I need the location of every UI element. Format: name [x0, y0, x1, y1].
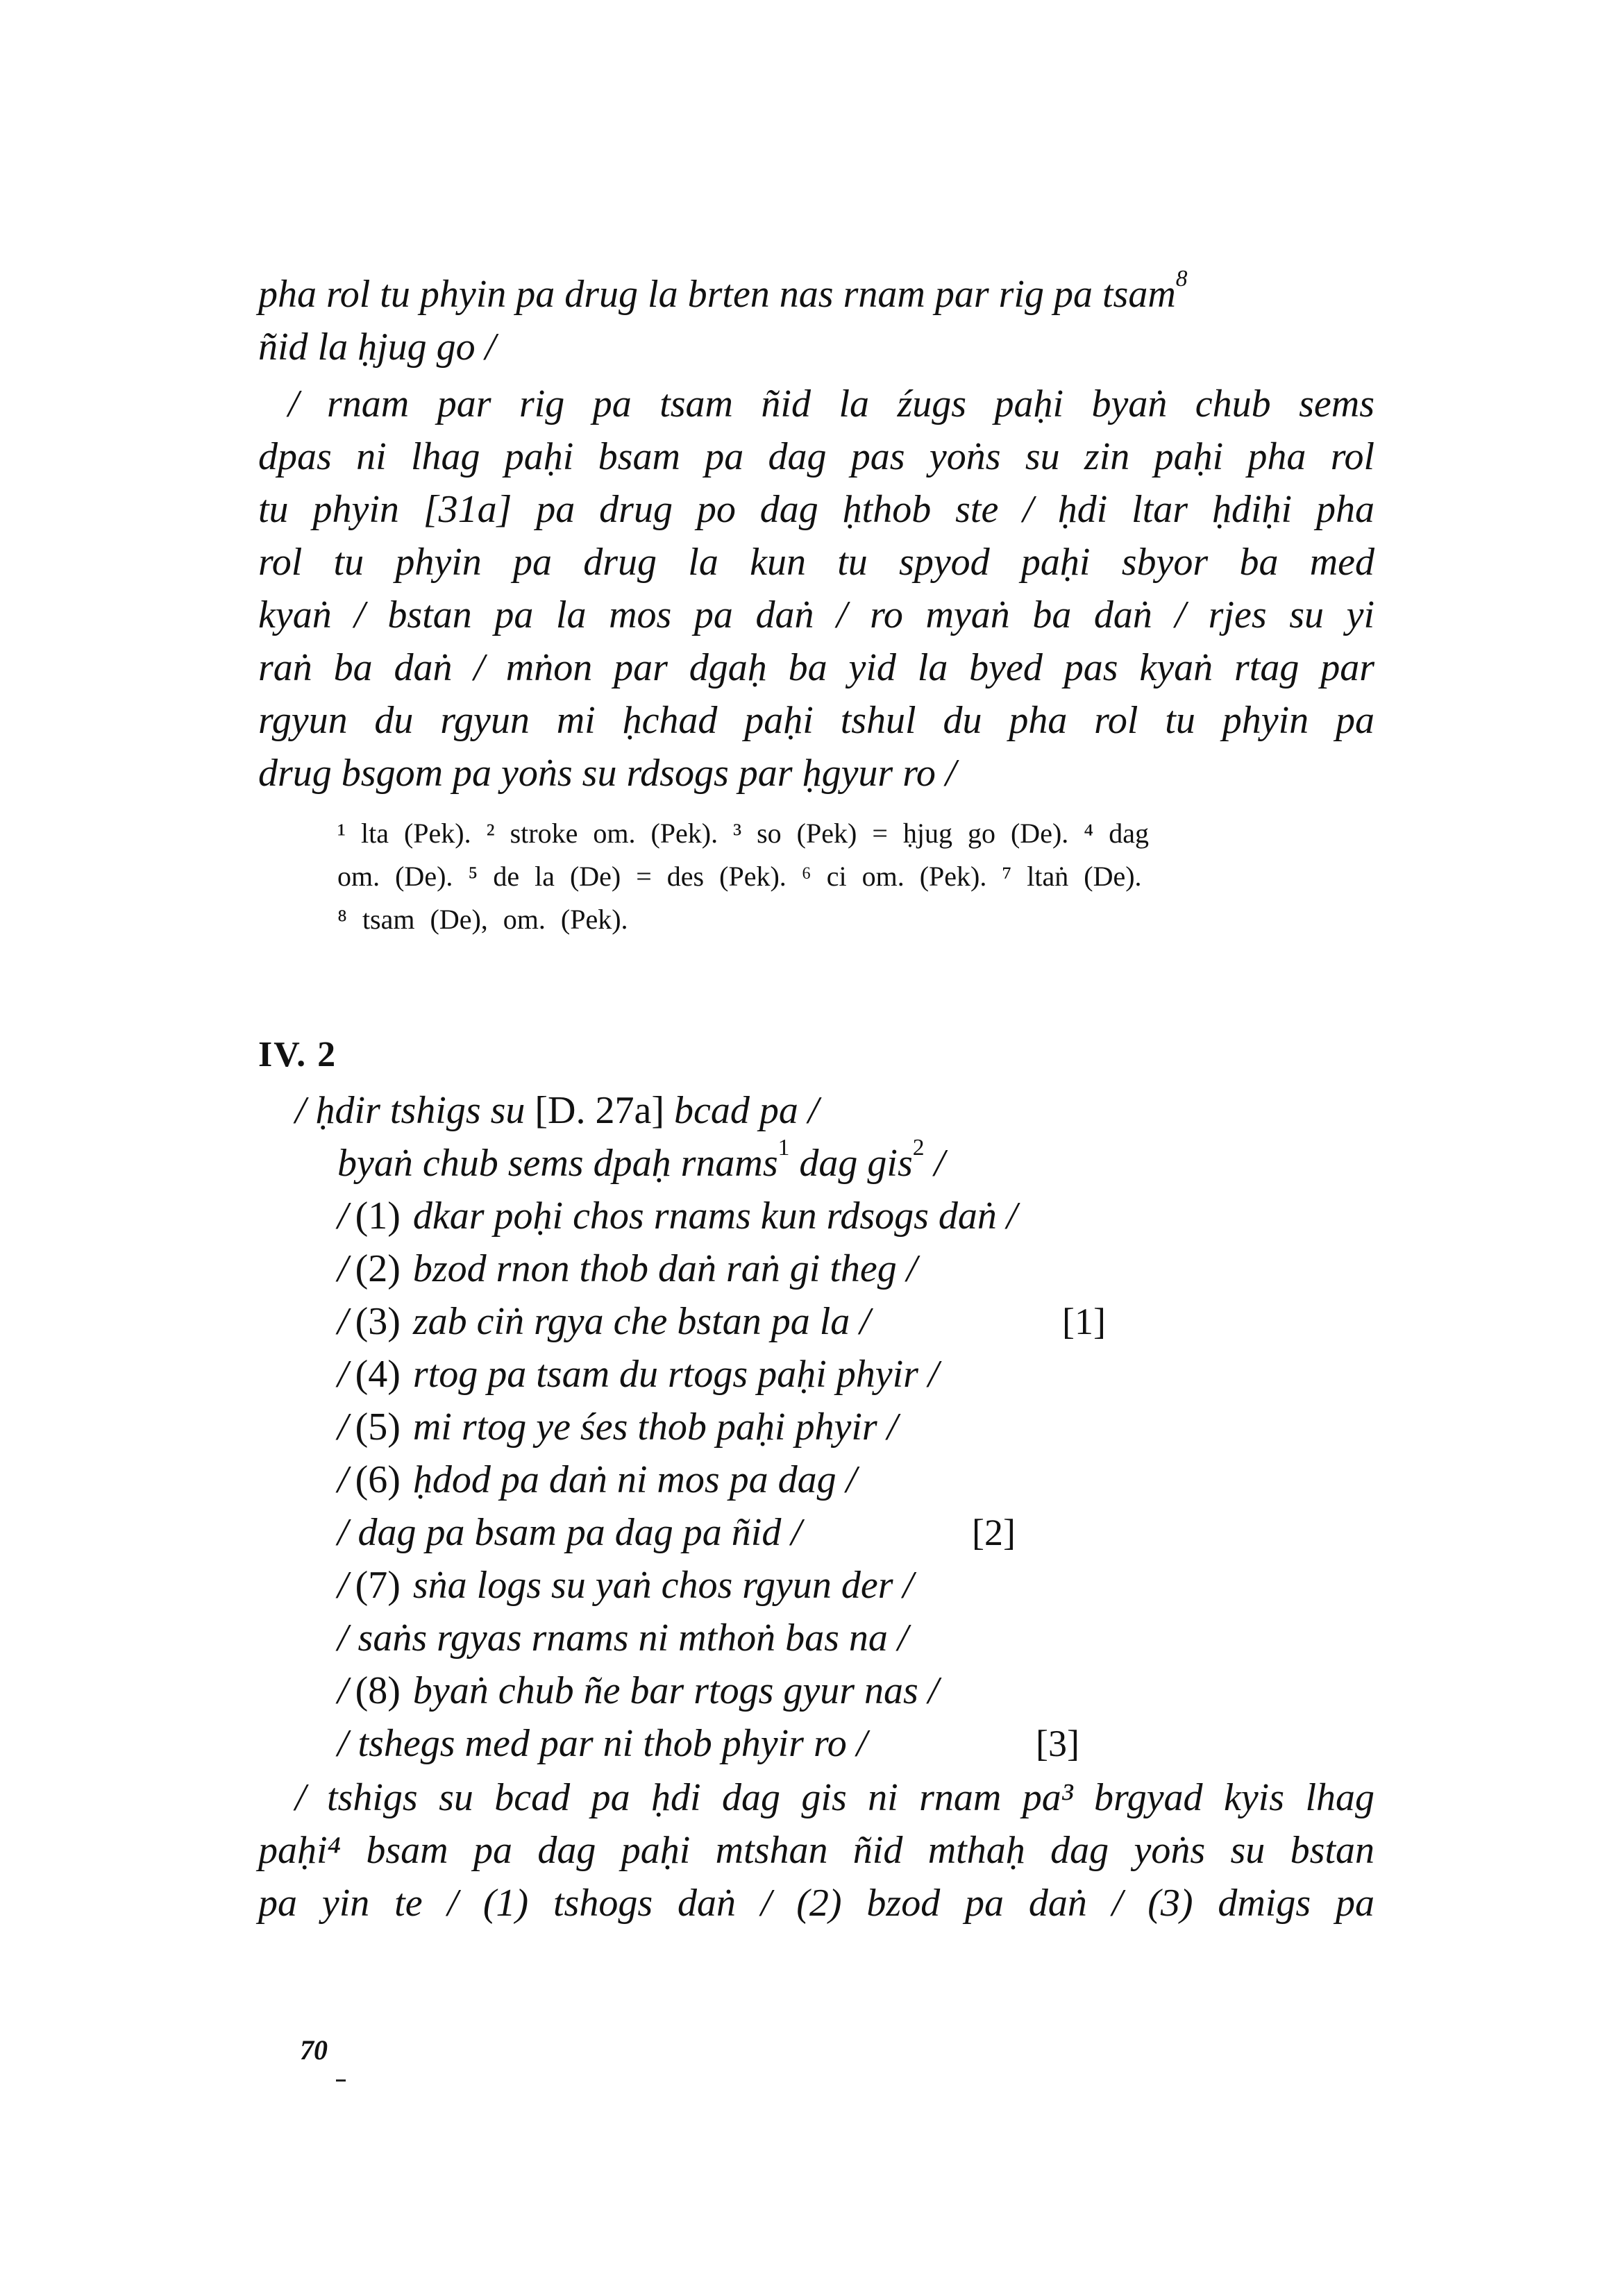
- section-heading: IV. 2: [258, 1035, 337, 1074]
- verse-line-11: / saṅs rgyas rnams ni mthoṅ bas na /: [337, 1617, 909, 1660]
- verse-line-3: / (1) dkar poḥi chos rnams kun rdsogs daṅ /: [337, 1195, 1018, 1238]
- paragraph-2-line-4: rol tu phyin pa drug la kun tu spyod paḥi sbyor ba med: [258, 541, 1374, 584]
- verse-line-7: / (5) mi rtog ye śes thob paḥi phyir /: [337, 1406, 898, 1449]
- paragraph-2-line-2: dpas ni lhag paḥi bsam pa dag pas yoṅs su zin paḥi pha rol: [258, 435, 1374, 478]
- paragraph-2-line-6: raṅ ba daṅ / mṅon par dgaḥ ba yid la byed pas kyaṅ rtag par: [258, 646, 1374, 689]
- page-number: 70: [300, 2034, 328, 2066]
- paragraph-3-line-2: paḥi⁴ bsam pa dag paḥi mtshan ñid mthaḥ dag yoṅs su bstan: [258, 1829, 1374, 1872]
- footnote-line-1: ¹ lta (Pek). ² stroke om. (Pek). ³ so (Pek) = ḥjug go (De). ⁴ dag: [337, 818, 1149, 849]
- verse-line-10: / (7) sṅa logs su yaṅ chos rgyun der /: [337, 1564, 914, 1607]
- verse-line-13: / tshegs med par ni thob phyir ro /: [337, 1722, 868, 1765]
- verse-marker-1: [1]: [1062, 1301, 1106, 1342]
- verse-line-5: / (3) zab ciṅ rgya che bstan pa la /: [337, 1300, 871, 1343]
- paragraph-1-line-1: pha rol tu phyin pa drug la brten nas rnam par rig pa tsam$^8$: [258, 265, 1188, 316]
- footnote-line-3: ⁸ tsam (De), om. (Pek).: [337, 904, 628, 935]
- page-number-dash: [336, 2079, 346, 2082]
- verse-line-4: / (2) bzod rnon thob daṅ raṅ gi theg /: [337, 1247, 918, 1290]
- paragraph-2-line-5: kyaṅ / bstan pa la mos pa daṅ / ro myaṅ ba daṅ / rjes su yi: [258, 593, 1374, 636]
- verse-marker-3: [3]: [1036, 1723, 1079, 1764]
- verse-intro-line: / ḥdir tshigs su [D. 27a] bcad pa /: [295, 1089, 819, 1132]
- paragraph-2-line-3: tu phyin [31a] pa drug po dag ḥthob ste / ḥdi ltar ḥdiḥi pha: [258, 488, 1374, 531]
- verse-line-2: byaṅ chub sems dpaḥ rnams$^1$ dag gis$^2$ /: [337, 1134, 945, 1185]
- verse-line-12: / (8) byaṅ chub ñe bar rtogs gyur nas /: [337, 1669, 939, 1712]
- verse-marker-2: [2]: [972, 1512, 1016, 1553]
- verse-line-6: / (4) rtog pa tsam du rtogs paḥi phyir /: [337, 1353, 939, 1396]
- paragraph-2-line-7: rgyun du rgyun mi ḥchad paḥi tshul du pha rol tu phyin pa: [258, 699, 1374, 742]
- paragraph-3-line-3: pa yin te / (1) tshogs daṅ / (2) bzod pa daṅ / (3) dmigs pa: [258, 1882, 1374, 1925]
- paragraph-3-line-1: / tshigs su bcad pa ḥdi dag gis ni rnam pa³ brgyad kyis lhag: [295, 1776, 1374, 1819]
- paragraph-2-line-1: / rnam par rig pa tsam ñid la źugs paḥi byaṅ chub sems: [288, 382, 1374, 425]
- verse-line-9: / dag pa bsam pa dag pa ñid /: [337, 1511, 802, 1554]
- paragraph-1-line-2: ñid la ḥjug go /: [258, 326, 496, 369]
- footnote-line-2: om. (De). ⁵ de la (De) = des (Pek). ⁶ ci om. (Pek). ⁷ ltaṅ (De).: [337, 861, 1142, 892]
- verse-line-8: / (6) ḥdod pa daṅ ni mos pa dag /: [337, 1458, 857, 1501]
- paragraph-2-line-8: drug bsgom pa yoṅs su rdsogs par ḥgyur ro /: [258, 752, 957, 795]
